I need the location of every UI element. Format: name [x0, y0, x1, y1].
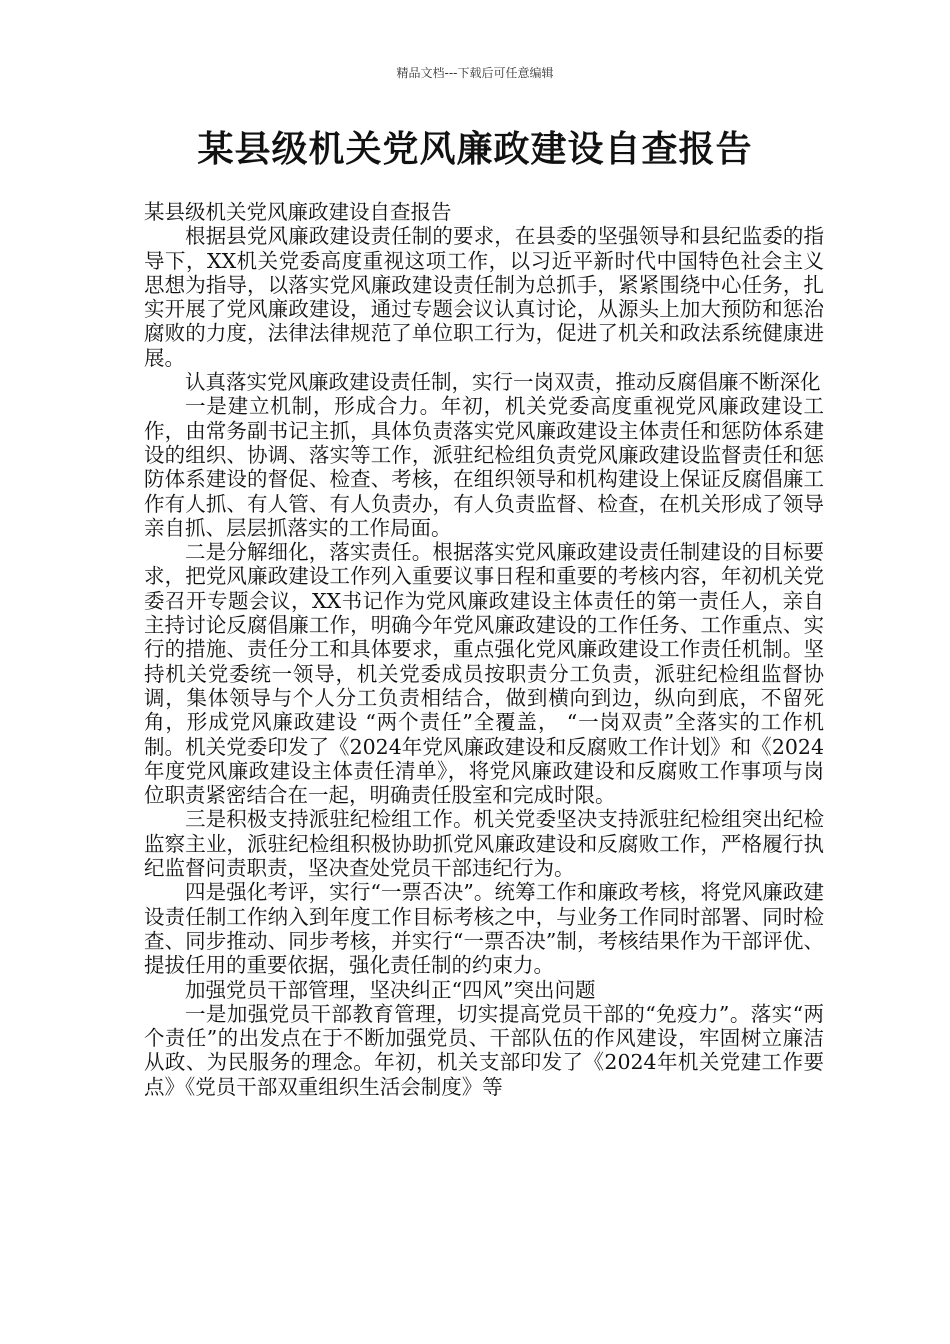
- document-body: [144, 200, 824, 1099]
- document-title: 某县级机关党风廉政建设自查报告: [197, 129, 753, 170]
- paragraph: 四是强化考评，实行“一票否决”。统筹工作和廉政考核，将党风廉政建设责任制工作纳入到年度工作目标考核之中，与业务工作同时部署、同时检查、同步推动、同步考核，并实行“一票否决”制，考核结果作为干部评优、提拔任用的重要依据，强化责任制的约束力。: [144, 880, 824, 978]
- section-heading: 认真落实党风廉政建设责任制，实行一岗双责，推动反腐倡廉不断深化: [185, 370, 821, 395]
- section-heading: 加强党员干部管理，坚决纠正“四风”突出问题: [185, 977, 596, 1002]
- body-subtitle: 某县级机关党风廉政建设自查报告: [144, 200, 452, 224]
- header-note: 精品文档---下载后可任意编辑: [396, 66, 554, 80]
- paragraph: 一是建立机制，形成合力。年初，机关党委高度重视党风廉政建设工作，由常务副书记主抓，具体负责落实党风廉政建设主体责任和惩防体系建设的组织、协调、落实等工作，派驻纪检组负责党风廉政建设监督责任和惩防体系建设的督促、检查、考核，在组织领导和机构建设上保证反腐倡廉工作有人抓、有人管、有人负责办，有人负责监督、检查，在机关形成了领导亲自抓、层层抓落实的工作局面。: [144, 394, 824, 540]
- paragraph: 三是积极支持派驻纪检组工作。机关党委坚决支持派驻纪检组突出纪检监察主业，派驻纪检组积极协助抓党风廉政建设和反腐败工作，严格履行执纪监督问责职责，坚决查处党员干部违纪行为。: [144, 807, 824, 881]
- paragraph: 根据县党风廉政建设责任制的要求，在县委的坚强领导和县纪监委的指导下，XX机关党委高度重视这项工作，以习近平新时代中国特色社会主义思想为指导，以落实党风廉政建设责任制为总抓手，紧紧围绕中心任务，扎实开展了党风廉政建设，通过专题会议认真讨论，从源头上加大预防和惩治腐败的力度，法律法律规范了单位职工行为，促进了机关和政法系统健康进展。: [144, 224, 824, 370]
- paragraph: 二是分解细化，落实责任。根据落实党风廉政建设责任制建设的目标要求，把党风廉政建设工作列入重要议事日程和重要的考核内容，年初机关党委召开专题会议，XX书记作为党风廉政建设主体责任的第一责任人，亲自主持讨论反腐倡廉工作，明确今年党风廉政建设的工作任务、工作重点、实行的措施、责任分工和具体要求，重点强化党风廉政建设工作责任机制。坚持机关党委统一领导，机关党委成员按职责分工负责，派驻纪检组监督协调，集体领导与个人分工负责相结合，做到横向到边，纵向到底，不留死角，形成党风廉政建设 “两个责任”全覆盖， “一岗双责”全落实的工作机制。机关党委印发了《2024年党风廉政建设和反腐败工作计划》和《2024年度党风廉政建设主体责任清单》，将党风廉政建设和反腐败工作事项与岗位职责紧密结合在一起，明确责任股室和完成时限。: [144, 540, 824, 808]
- paragraph: 一是加强党员干部教育管理，切实提高党员干部的“免疫力”。落实“两个责任”的出发点在于不断加强党员、干部队伍的作风建设，牢固树立廉洁从政、为民服务的理念。年初，机关支部印发了《2024年机关党建工作要点》《党员干部双重组织生活会制度》等: [144, 1001, 824, 1099]
